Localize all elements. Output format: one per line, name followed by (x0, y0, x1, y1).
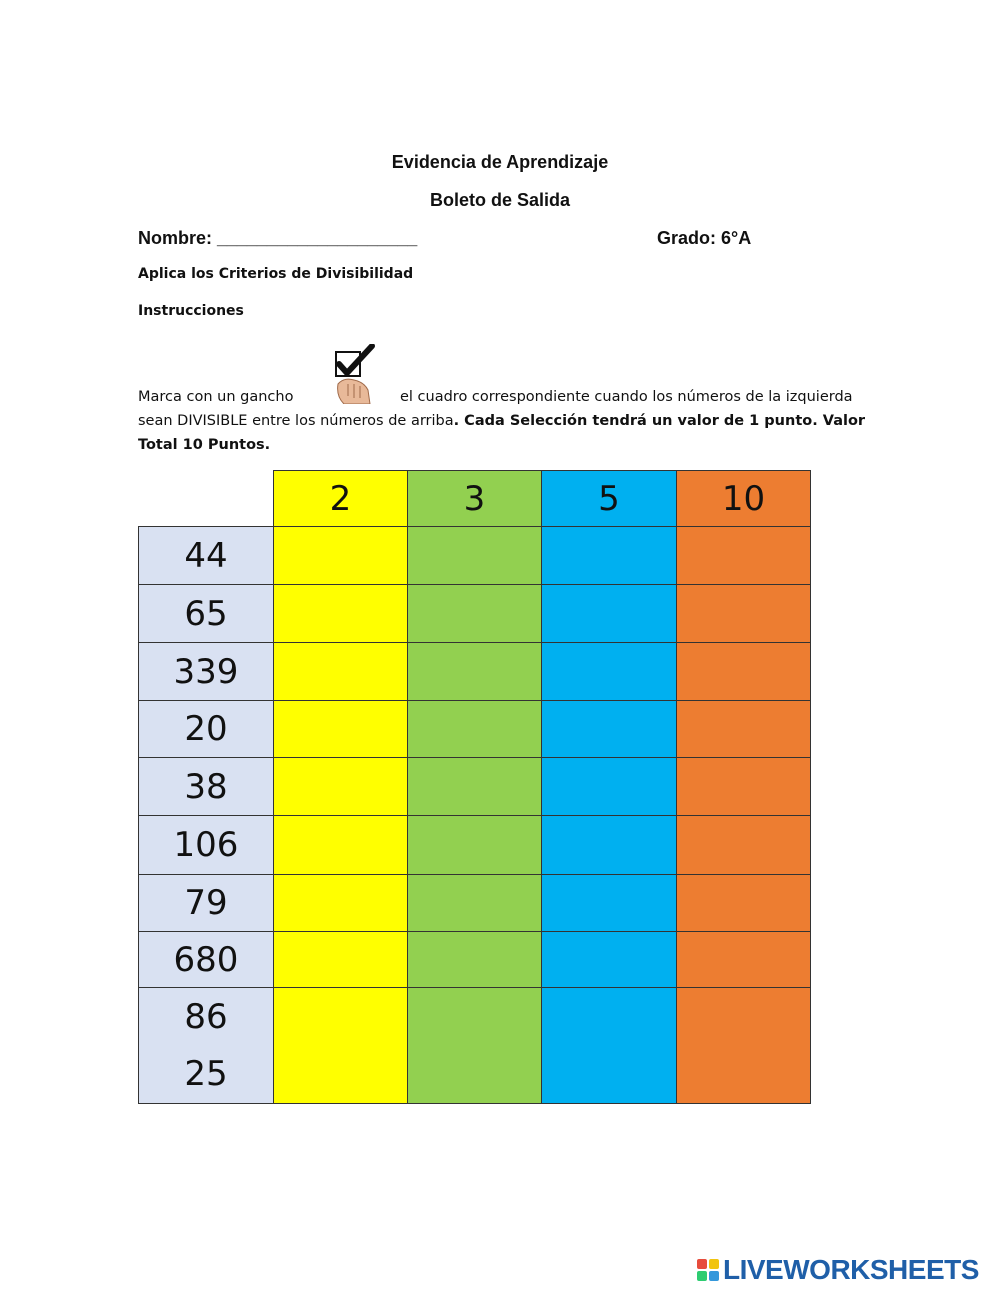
instruction-line-1b: el cuadro correspondiente cuando los números de la izquierda (400, 389, 853, 405)
divisor-header-3: 3 (407, 470, 542, 527)
liveworksheets-logo (697, 1254, 979, 1286)
answer-cell[interactable] (273, 987, 408, 1104)
number-cell-44: 44 (138, 526, 274, 585)
answer-cell[interactable] (407, 931, 542, 988)
divisor-header-5: 5 (541, 470, 677, 527)
answer-cell[interactable] (407, 987, 542, 1104)
answer-cell[interactable] (273, 584, 408, 643)
answer-cell[interactable] (273, 757, 408, 816)
answer-cell[interactable] (676, 757, 811, 816)
number-cell-20: 20 (138, 700, 274, 758)
answer-cell[interactable] (273, 815, 408, 875)
logo-square (709, 1259, 719, 1269)
answer-cell[interactable] (541, 642, 677, 701)
answer-cell[interactable] (273, 874, 408, 932)
answer-cell[interactable] (273, 931, 408, 988)
number-cell-25: 25 (184, 1054, 228, 1095)
answer-cell[interactable] (407, 874, 542, 932)
number-cell-38: 38 (138, 757, 274, 816)
number-cell-86: 86 (184, 996, 228, 1037)
answer-cell[interactable] (676, 874, 811, 932)
instruction-line-2: sean DIVISIBLE entre los números de arriba. Cada Selección tendrá un valor de 1 punto. Valor (138, 413, 866, 429)
answer-cell[interactable] (676, 987, 811, 1104)
instruction-line-1a: Marca con un gancho (138, 389, 294, 405)
answer-cell[interactable] (273, 526, 408, 585)
answer-cell[interactable] (676, 526, 811, 585)
instructions-label: Instrucciones (138, 303, 244, 319)
answer-cell[interactable] (273, 642, 408, 701)
answer-cell[interactable] (676, 931, 811, 988)
answer-cell[interactable] (541, 584, 677, 643)
answer-cell[interactable] (407, 815, 542, 875)
answer-cell[interactable] (541, 987, 677, 1104)
answer-cell[interactable] (541, 757, 677, 816)
answer-cell[interactable] (407, 700, 542, 758)
number-cell-79: 79 (138, 874, 274, 932)
divisibility-table (138, 470, 810, 1103)
number-cell-106: 106 (138, 815, 274, 875)
number-cell-merged (138, 987, 274, 1104)
grade-label: Grado: 6°A (657, 228, 752, 248)
answer-cell[interactable] (273, 700, 408, 758)
answer-cell[interactable] (407, 526, 542, 585)
answer-cell[interactable] (541, 931, 677, 988)
answer-cell[interactable] (676, 642, 811, 701)
logo-square (709, 1271, 719, 1281)
answer-cell[interactable] (676, 584, 811, 643)
answer-cell[interactable] (407, 584, 542, 643)
page-subtitle: Boleto de Salida (429, 190, 571, 210)
answer-cell[interactable] (541, 700, 677, 758)
answer-cell[interactable] (407, 642, 542, 701)
logo-squares-icon (697, 1259, 719, 1281)
number-cell-339: 339 (138, 642, 274, 701)
answer-cell[interactable] (676, 815, 811, 875)
logo-square (697, 1259, 707, 1269)
page-title: Evidencia de Aprendizaje (391, 152, 609, 172)
section-heading: Aplica los Criterios de Divisibilidad (138, 266, 414, 282)
divisor-header-2: 2 (273, 470, 408, 527)
number-cell-680: 680 (138, 931, 274, 988)
instruction-line-3: Total 10 Puntos. (138, 437, 271, 453)
number-cell-65: 65 (138, 584, 274, 643)
answer-cell[interactable] (541, 526, 677, 585)
check-hand-icon (330, 344, 378, 404)
name-field-label: Nombre: ____________________ (138, 228, 418, 248)
answer-cell[interactable] (541, 874, 677, 932)
divisor-header-10: 10 (676, 470, 811, 527)
logo-text: LIVEWORKSHEETS (723, 1254, 979, 1285)
answer-cell[interactable] (407, 757, 542, 816)
answer-cell[interactable] (541, 815, 677, 875)
answer-cell[interactable] (676, 700, 811, 758)
logo-square (697, 1271, 707, 1281)
